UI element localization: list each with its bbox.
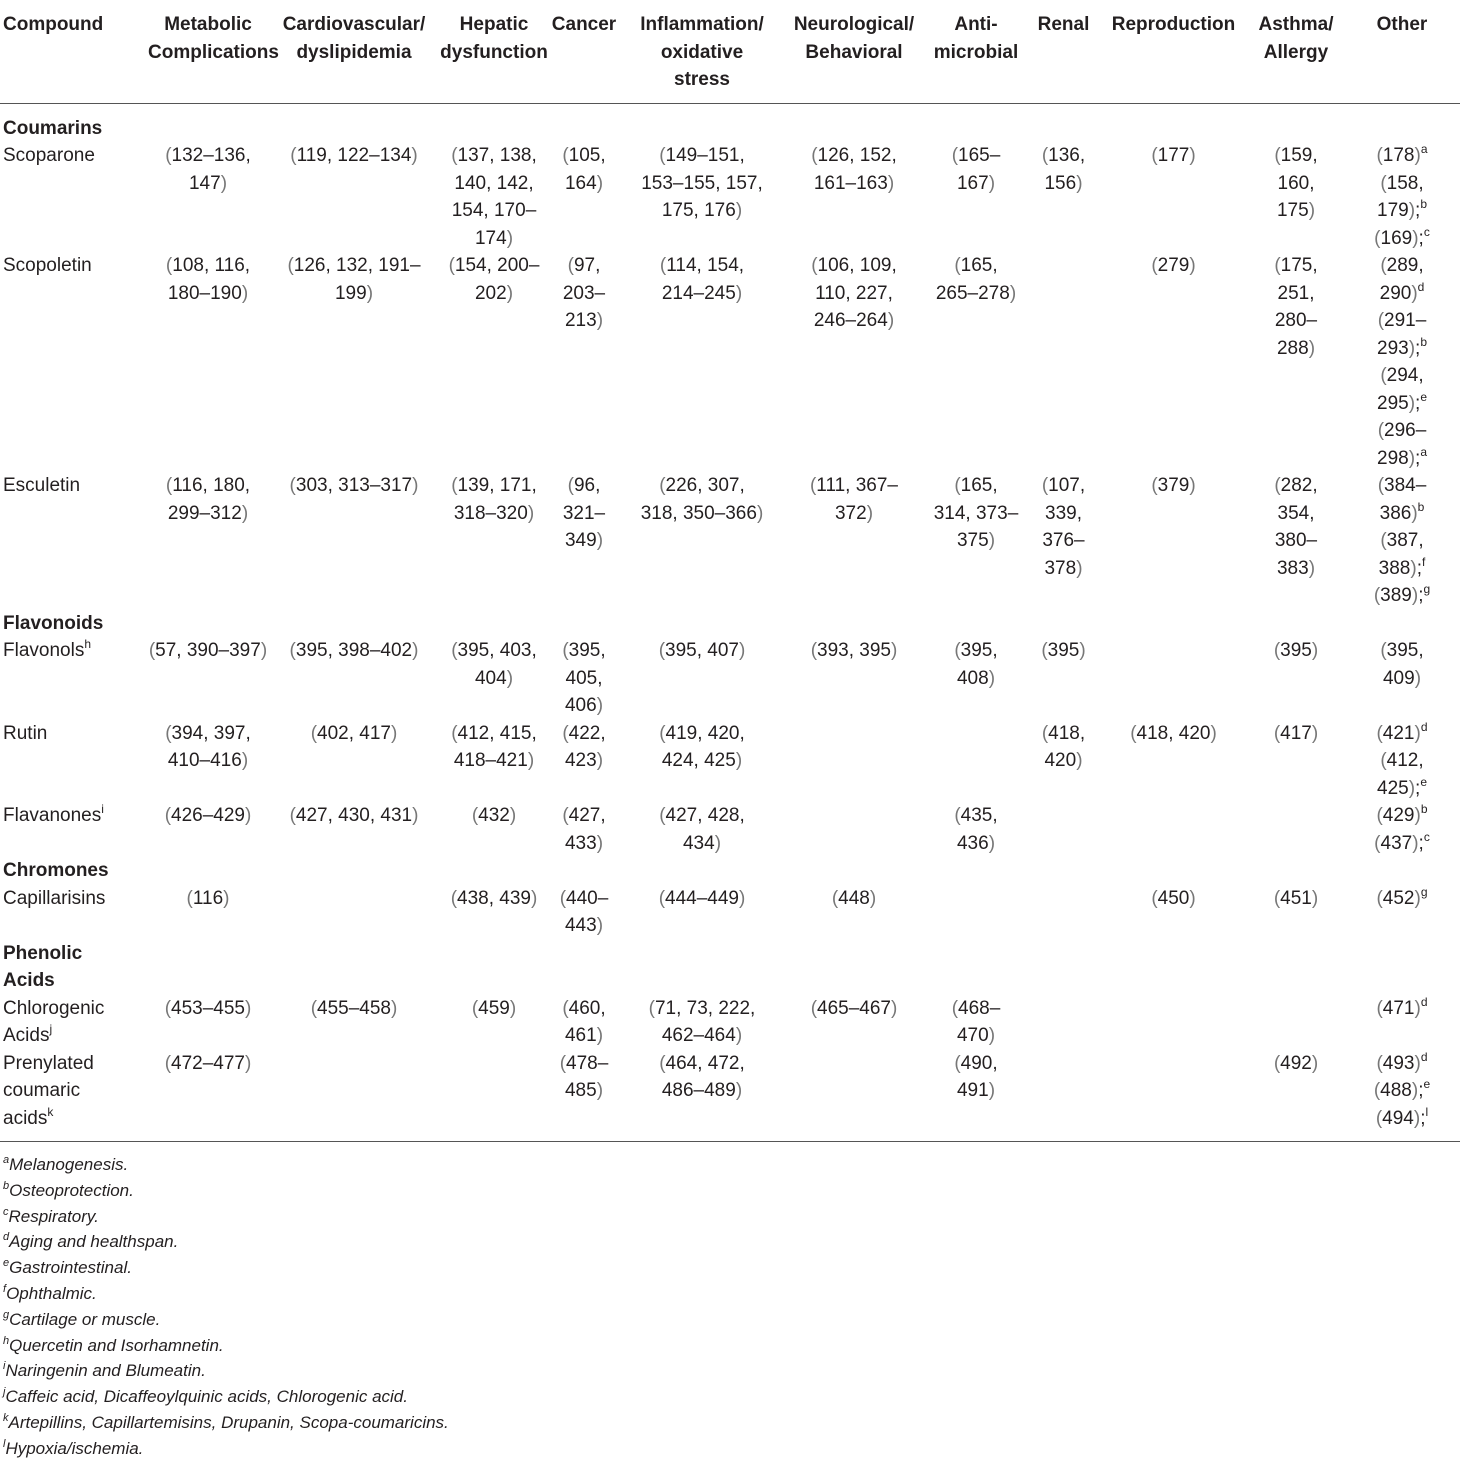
reference-cell: (289, 290)$^d$ (291– 293);$^b$ (294, 295);$^e$ (296– 298);$^a$: [1377, 255, 1427, 469]
group-row: [0, 103, 1460, 142]
footnote-mark: i: [3, 1360, 6, 1373]
reference-cell: [1028, 995, 1099, 1050]
footnote-mark: a: [3, 1154, 10, 1166]
reference-cell: [268, 885, 440, 940]
reference-cell: (395): [1273, 640, 1319, 661]
reference-cell: [924, 885, 1028, 940]
footnote-mark: g: [3, 1308, 10, 1321]
table-row: [0, 720, 1460, 803]
footnote-mark: d: [3, 1231, 10, 1244]
footnote: [3, 1178, 449, 1204]
reference-cell: (459): [471, 997, 517, 1019]
reference-cell: (468– 470): [951, 997, 1001, 1046]
reference-cell: [440, 1050, 548, 1142]
reference-cell: (418, 420): [1041, 722, 1086, 771]
footnote-mark: b: [3, 1179, 10, 1192]
column-header: Other: [1344, 0, 1460, 103]
footnote: [3, 1384, 449, 1410]
reference-cell: (165– 167): [951, 145, 1001, 194]
reference-cell: (165, 265–278): [935, 255, 1017, 304]
reference-cell: [1248, 995, 1344, 1050]
footnote-mark: c: [3, 1205, 9, 1218]
column-header: Metabolic Complications: [148, 0, 268, 103]
table-row: [0, 252, 1460, 472]
reference-cell: (139, 171, 318–320): [451, 475, 537, 524]
reference-cell: [1099, 637, 1248, 720]
column-header: Neurological/ Behavioral: [784, 0, 924, 103]
reference-cell: (149–151, 153–155, 157, 175, 176): [641, 145, 763, 221]
table-row: [0, 885, 1460, 940]
reference-cell: (96, 321– 349): [562, 475, 606, 551]
compound-name: Flavanones$^i$: [3, 802, 104, 826]
footnote-text: Naringenin and Blumeatin.: [5, 1361, 206, 1381]
reference-cell: (395): [1041, 640, 1086, 661]
reference-cell: (177): [1151, 145, 1196, 166]
reference-cell: (126, 152, 161–163): [811, 145, 897, 194]
footnote-text: Artepillins, Capillartemisins, Drupanin, Scopa-coumaricins.: [8, 1412, 449, 1432]
compound-name: Rutin: [3, 722, 48, 744]
reference-cell: $(421)^d$ (412, 425);$^e$: [1376, 719, 1428, 799]
reference-cell: (435, 436): [954, 805, 998, 854]
reference-cell: (108, 116, 180–190): [165, 255, 251, 304]
footnote-mark: l: [3, 1437, 6, 1450]
reference-cell: (384– 386)$^b$ (387, 388);$^f$ (389);$^g$: [1373, 475, 1431, 606]
footnote: [3, 1436, 449, 1462]
footnote-mark: j: [3, 1386, 6, 1399]
footnote-text: Melanogenesis.: [9, 1155, 129, 1174]
reference-cell: (71, 73, 222, 462–464): [648, 997, 756, 1046]
footnote: [3, 1307, 449, 1333]
table-footnotes: [3, 1152, 449, 1462]
reference-cell: (395, 398–402): [289, 640, 419, 661]
reference-cell: (440– 443): [559, 887, 609, 936]
footnote: [3, 1358, 449, 1384]
footnote-text: Aging and healthspan.: [9, 1232, 179, 1252]
reference-cell: [1099, 802, 1248, 857]
reference-cell: (226, 307, 318, 350–366): [640, 475, 764, 524]
compound-name: Flavonols$^h$: [3, 637, 92, 661]
compound-name: Esculetin: [3, 475, 81, 496]
footnote-mark: k: [3, 1411, 9, 1424]
reference-cell: (478– 485): [548, 1050, 620, 1142]
footnote-text: Cartilage or muscle.: [9, 1309, 161, 1329]
footnote: [3, 1333, 449, 1359]
table-row: [0, 1050, 1460, 1142]
reference-cell: (444–449): [658, 887, 746, 909]
compound-name: Scopoletin: [3, 255, 92, 276]
reference-cell: $(452)^g$: [1376, 884, 1428, 909]
column-header: Inflammation/ oxidative stress: [620, 0, 784, 103]
group-label: Chromones: [3, 860, 109, 881]
reference-cell: [1028, 885, 1099, 940]
table-row: [0, 995, 1460, 1050]
reference-cell: (136, 156): [1041, 145, 1086, 194]
reference-cell: (418, 420): [1130, 722, 1217, 744]
table-row: [0, 802, 1460, 857]
reference-cell: (427, 433): [562, 805, 606, 854]
footnote-text: Osteoprotection.: [9, 1180, 134, 1200]
group-label: Flavonoids: [3, 612, 104, 634]
reference-cell: [1028, 1050, 1099, 1142]
reference-cell: (395, 403, 404): [451, 640, 537, 689]
reference-cell: (472–477): [148, 1050, 268, 1142]
reference-cell: (126, 132, 191– 199): [287, 255, 421, 304]
reference-cell: (116): [186, 887, 230, 909]
reference-cell: (448): [831, 887, 877, 909]
reference-cell: (107, 339, 376– 378): [1041, 475, 1086, 579]
header-row: [0, 0, 1460, 103]
reference-cell: (175, 251, 280– 288): [1274, 255, 1318, 359]
reference-cell: (453–455): [164, 997, 252, 1019]
reference-cell: (279): [1151, 255, 1196, 276]
footnote: [3, 1281, 449, 1307]
footnote-mark: e: [3, 1257, 10, 1270]
compound-name: Chlorogenic Acids$^j$: [3, 997, 105, 1046]
reference-cell: (395, 405, 406): [562, 640, 606, 716]
reference-cell: [924, 720, 1028, 803]
reference-cell: (137, 138, 140, 142, 154, 170– 174): [451, 145, 537, 249]
column-header: Cardiovascular/ dyslipidemia: [268, 0, 440, 103]
reference-cell: (455–458): [310, 997, 398, 1019]
reference-cell: (464, 472, 486–489): [620, 1050, 784, 1142]
reference-cell: (116, 180, 299–312): [165, 475, 251, 524]
reference-cell: (303, 313–317): [289, 475, 419, 496]
reference-cell: $(429)^b$ (437);$^c$: [1374, 802, 1430, 854]
reference-cell: (465–467): [810, 997, 898, 1019]
reference-cell: (119, 122–134): [290, 145, 418, 166]
footnote: [3, 1229, 449, 1255]
reference-cell: $(471)^d$: [1376, 994, 1428, 1019]
reference-cell: (393, 395): [810, 640, 898, 661]
reference-cell: (426–429): [164, 805, 252, 826]
footnote-text: Gastrointestinal.: [9, 1258, 132, 1278]
compound-name: Prenylated coumaric acids$^k$: [0, 1050, 148, 1142]
group-row: [0, 610, 1460, 638]
reference-cell: (432): [471, 805, 517, 826]
reference-cell: [1028, 802, 1099, 857]
reference-cell: (282, 354, 380– 383): [1274, 475, 1318, 579]
reference-cell: (427, 430, 431): [289, 805, 419, 826]
group-label: Coumarins: [3, 117, 103, 139]
reference-cell: (165, 314, 373– 375): [933, 475, 1019, 551]
reference-cell: [784, 720, 924, 803]
reference-cell: [1099, 1050, 1248, 1142]
reference-cell: (451): [1273, 887, 1319, 909]
reference-cell: (492): [1248, 1050, 1344, 1142]
reference-cell: (132–136, 147): [165, 145, 251, 194]
reference-cell: (159, 160, 175): [1274, 145, 1318, 221]
footnote: [3, 1204, 449, 1230]
compound-name: Capillarisins: [3, 887, 106, 909]
reference-cell: (460, 461): [562, 997, 606, 1046]
reference-cell: (97, 203– 213): [562, 255, 606, 331]
reference-cell: (450): [1151, 887, 1196, 909]
reference-cell: (154, 200– 202): [448, 255, 540, 304]
column-header: Anti- microbial: [924, 0, 1028, 103]
column-header: Hepatic dysfunction: [440, 0, 548, 103]
table-row: [0, 637, 1460, 720]
column-header: Reproduction: [1099, 0, 1248, 103]
table-row: [0, 472, 1460, 610]
column-header: Cancer: [548, 0, 620, 103]
reference-cell: (490, 491): [924, 1050, 1028, 1142]
reference-cell: [784, 1050, 924, 1142]
footnote: [3, 1255, 449, 1281]
reference-cell: [1028, 252, 1099, 472]
footnote-mark: f: [3, 1282, 7, 1295]
group-row: [0, 940, 1460, 995]
reference-cell: [1248, 802, 1344, 857]
table-body: [0, 103, 1460, 1142]
reference-cell: (412, 415, 418–421): [451, 722, 537, 771]
compound-name: Scoparone: [3, 145, 95, 166]
reference-cell: (402, 417): [310, 722, 398, 744]
reference-cell: (114, 154, 214–245): [659, 255, 745, 304]
footnote: [3, 1410, 449, 1436]
footnote-text: Caffeic acid, Dicaffeoylquinic acids, Chlorogenic acid.: [5, 1387, 408, 1407]
reference-cell: (395, 408): [954, 640, 998, 689]
column-header: Compound: [0, 0, 148, 103]
reference-cell: (419, 420, 424, 425): [659, 722, 745, 771]
reference-cell: (57, 390–397): [148, 640, 268, 661]
reference-cell: [1099, 995, 1248, 1050]
column-header: Renal: [1028, 0, 1099, 103]
reference-cell: (106, 109, 110, 227, 246–264): [811, 255, 897, 331]
footnote-mark: h: [3, 1334, 10, 1347]
reference-cell: (427, 428, 434): [659, 805, 745, 854]
reference-cell: (394, 397, 410–416): [165, 722, 251, 771]
footnote-text: Hypoxia/ischemia.: [5, 1438, 144, 1458]
reference-cell: (395, 407): [658, 640, 746, 661]
reference-cell: [784, 802, 924, 857]
reference-cell: (422, 423): [562, 722, 606, 771]
reference-cell: $(493)^d$ (488);$^e$ (494);$^l$: [1344, 1050, 1460, 1142]
reference-cell: (105, 164): [562, 145, 606, 194]
reference-cell: $(178)^a$ (158, 179);$^b$ (169);$^c$: [1374, 142, 1430, 249]
reference-cell: (379): [1151, 475, 1196, 496]
footnote-text: Respiratory.: [8, 1206, 99, 1226]
reference-cell: (395, 409): [1380, 640, 1424, 689]
table-row: [0, 142, 1460, 252]
footnote-text: Quercetin and Isorhamnetin.: [9, 1335, 224, 1355]
reference-cell: (417): [1273, 722, 1319, 744]
reference-cell: (111, 367– 372): [809, 475, 899, 524]
reference-cell: (438, 439): [450, 887, 538, 909]
footnote: [3, 1152, 449, 1178]
group-row: [0, 857, 1460, 885]
footnote-text: Ophthalmic.: [6, 1283, 97, 1303]
column-header: Asthma/ Allergy: [1248, 0, 1344, 103]
reference-cell: [268, 1050, 440, 1142]
group-label: Phenolic Acids: [3, 942, 83, 991]
